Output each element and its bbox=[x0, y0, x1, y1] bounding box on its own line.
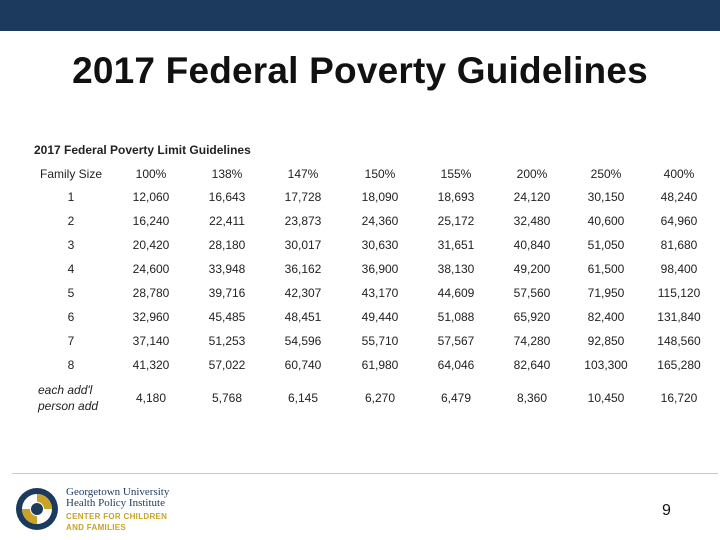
income-cell: 28,780 bbox=[132, 286, 170, 300]
family-size-cell: 5 bbox=[67, 286, 75, 300]
family-size-cell: 2 bbox=[67, 214, 75, 228]
income-cell: 25,172 bbox=[437, 214, 475, 228]
income-cell: 31,651 bbox=[437, 238, 475, 252]
income-cell: 65,920 bbox=[513, 310, 551, 324]
family-size-cell: 1 bbox=[67, 190, 75, 204]
income-cell: 22,411 bbox=[209, 214, 245, 228]
income-cell: 71,950 bbox=[587, 286, 625, 300]
header-155: 155% bbox=[440, 167, 472, 181]
income-cell: 36,162 bbox=[284, 262, 322, 276]
table-header-row bbox=[30, 163, 716, 185]
header-250: 250% bbox=[590, 167, 622, 181]
income-cell: 30,630 bbox=[361, 238, 399, 252]
income-cell: 54,596 bbox=[284, 334, 322, 348]
income-cell: 18,693 bbox=[437, 190, 475, 204]
header-family-size: Family Size bbox=[39, 167, 102, 181]
income-cell: 61,980 bbox=[361, 358, 399, 372]
income-cell: 44,609 bbox=[437, 286, 475, 300]
income-cell: 33,948 bbox=[208, 262, 246, 276]
income-cell: 45,485 bbox=[208, 310, 246, 324]
additional-amount-cell: 6,479 bbox=[440, 391, 472, 405]
top-banner-bar bbox=[0, 0, 720, 31]
additional-amount-cell: 16,720 bbox=[660, 391, 698, 405]
income-cell: 28,180 bbox=[208, 238, 246, 252]
income-cell: 74,280 bbox=[513, 334, 551, 348]
poverty-guidelines-table bbox=[30, 163, 716, 419]
income-cell: 64,960 bbox=[660, 214, 698, 228]
income-cell: 40,600 bbox=[587, 214, 625, 228]
income-cell: 57,560 bbox=[513, 286, 551, 300]
additional-label-line1: each add'l bbox=[38, 383, 93, 397]
income-cell: 16,240 bbox=[132, 214, 170, 228]
income-cell: 51,050 bbox=[587, 238, 625, 252]
additional-amount-cell: 6,145 bbox=[287, 391, 319, 405]
income-cell: 81,680 bbox=[660, 238, 698, 252]
header-147: 147% bbox=[287, 167, 319, 181]
additional-amount-cell: 5,768 bbox=[211, 391, 243, 405]
income-cell: 57,022 bbox=[208, 358, 246, 372]
income-cell: 36,900 bbox=[361, 262, 399, 276]
header-400: 400% bbox=[663, 167, 695, 181]
income-cell: 98,400 bbox=[660, 262, 698, 276]
additional-person-label bbox=[30, 377, 112, 419]
income-cell: 30,017 bbox=[284, 238, 322, 252]
family-size-cell: 4 bbox=[67, 262, 75, 276]
logo-line-families: AND FAMILIES bbox=[66, 523, 127, 532]
income-cell: 92,850 bbox=[587, 334, 625, 348]
income-cell: 60,740 bbox=[284, 358, 322, 372]
income-cell: 17,728 bbox=[284, 190, 322, 204]
income-cell: 55,710 bbox=[361, 334, 399, 348]
income-cell: 40,840 bbox=[513, 238, 551, 252]
income-cell: 48,240 bbox=[660, 190, 698, 204]
income-cell: 38,130 bbox=[437, 262, 475, 276]
logo-line-institute: Health Policy Institute bbox=[66, 497, 165, 509]
table-title: 2017 Federal Poverty Limit Guidelines bbox=[34, 143, 251, 157]
logo-line-center: CENTER FOR CHILDREN bbox=[66, 512, 168, 521]
table-row-additional-person bbox=[30, 377, 716, 419]
slide-title: 2017 Federal Poverty Guidelines bbox=[72, 50, 648, 91]
table-row bbox=[30, 305, 716, 329]
income-cell: 49,200 bbox=[513, 262, 551, 276]
income-cell: 16,643 bbox=[208, 190, 246, 204]
income-cell: 20,420 bbox=[132, 238, 170, 252]
additional-amount-cell: 8,360 bbox=[516, 391, 548, 405]
income-cell: 64,046 bbox=[437, 358, 475, 372]
table-row bbox=[30, 353, 716, 377]
page-number: 9 bbox=[662, 502, 671, 519]
income-cell: 51,253 bbox=[208, 334, 246, 348]
income-cell: 24,600 bbox=[132, 262, 170, 276]
income-cell: 32,960 bbox=[132, 310, 170, 324]
income-cell: 24,360 bbox=[361, 214, 399, 228]
table-row bbox=[30, 185, 716, 209]
income-cell: 18,090 bbox=[361, 190, 399, 204]
georgetown-logo-icon bbox=[14, 486, 60, 532]
income-cell: 131,840 bbox=[657, 310, 701, 324]
family-size-cell: 8 bbox=[67, 358, 75, 372]
income-cell: 57,567 bbox=[437, 334, 475, 348]
income-cell: 41,320 bbox=[132, 358, 170, 372]
logo-wordmark bbox=[66, 487, 169, 533]
logo-line-university: Georgetown University bbox=[66, 486, 170, 498]
table-row bbox=[30, 257, 716, 281]
family-size-cell: 7 bbox=[67, 334, 75, 348]
income-cell: 43,170 bbox=[361, 286, 399, 300]
income-cell: 148,560 bbox=[657, 334, 701, 348]
additional-label-line2: person add bbox=[38, 399, 99, 413]
income-cell: 51,088 bbox=[437, 310, 475, 324]
footer-divider bbox=[12, 473, 718, 474]
additional-amount-cell: 6,270 bbox=[364, 391, 396, 405]
additional-amount-cell: 4,180 bbox=[135, 391, 167, 405]
header-200: 200% bbox=[516, 167, 548, 181]
income-cell: 48,451 bbox=[284, 310, 322, 324]
table-row bbox=[30, 209, 716, 233]
income-cell: 165,280 bbox=[657, 358, 701, 372]
income-cell: 24,120 bbox=[513, 190, 551, 204]
header-150: 150% bbox=[364, 167, 396, 181]
income-cell: 82,640 bbox=[513, 358, 551, 372]
income-cell: 61,500 bbox=[587, 262, 625, 276]
additional-amount-cell: 10,450 bbox=[587, 391, 625, 405]
table-row bbox=[30, 281, 716, 305]
income-cell: 82,400 bbox=[587, 310, 625, 324]
header-138: 138% bbox=[211, 167, 243, 181]
family-size-cell: 3 bbox=[67, 238, 75, 252]
table-row bbox=[30, 329, 716, 353]
family-size-cell: 6 bbox=[67, 310, 75, 324]
header-100: 100% bbox=[135, 167, 167, 181]
income-cell: 30,150 bbox=[587, 190, 625, 204]
income-cell: 32,480 bbox=[513, 214, 551, 228]
table-row bbox=[30, 233, 716, 257]
income-cell: 115,120 bbox=[657, 286, 701, 300]
income-cell: 103,300 bbox=[584, 358, 628, 372]
income-cell: 23,873 bbox=[284, 214, 322, 228]
income-cell: 49,440 bbox=[361, 310, 399, 324]
income-cell: 39,716 bbox=[208, 286, 246, 300]
income-cell: 12,060 bbox=[132, 190, 170, 204]
income-cell: 37,140 bbox=[132, 334, 170, 348]
income-cell: 42,307 bbox=[284, 286, 322, 300]
